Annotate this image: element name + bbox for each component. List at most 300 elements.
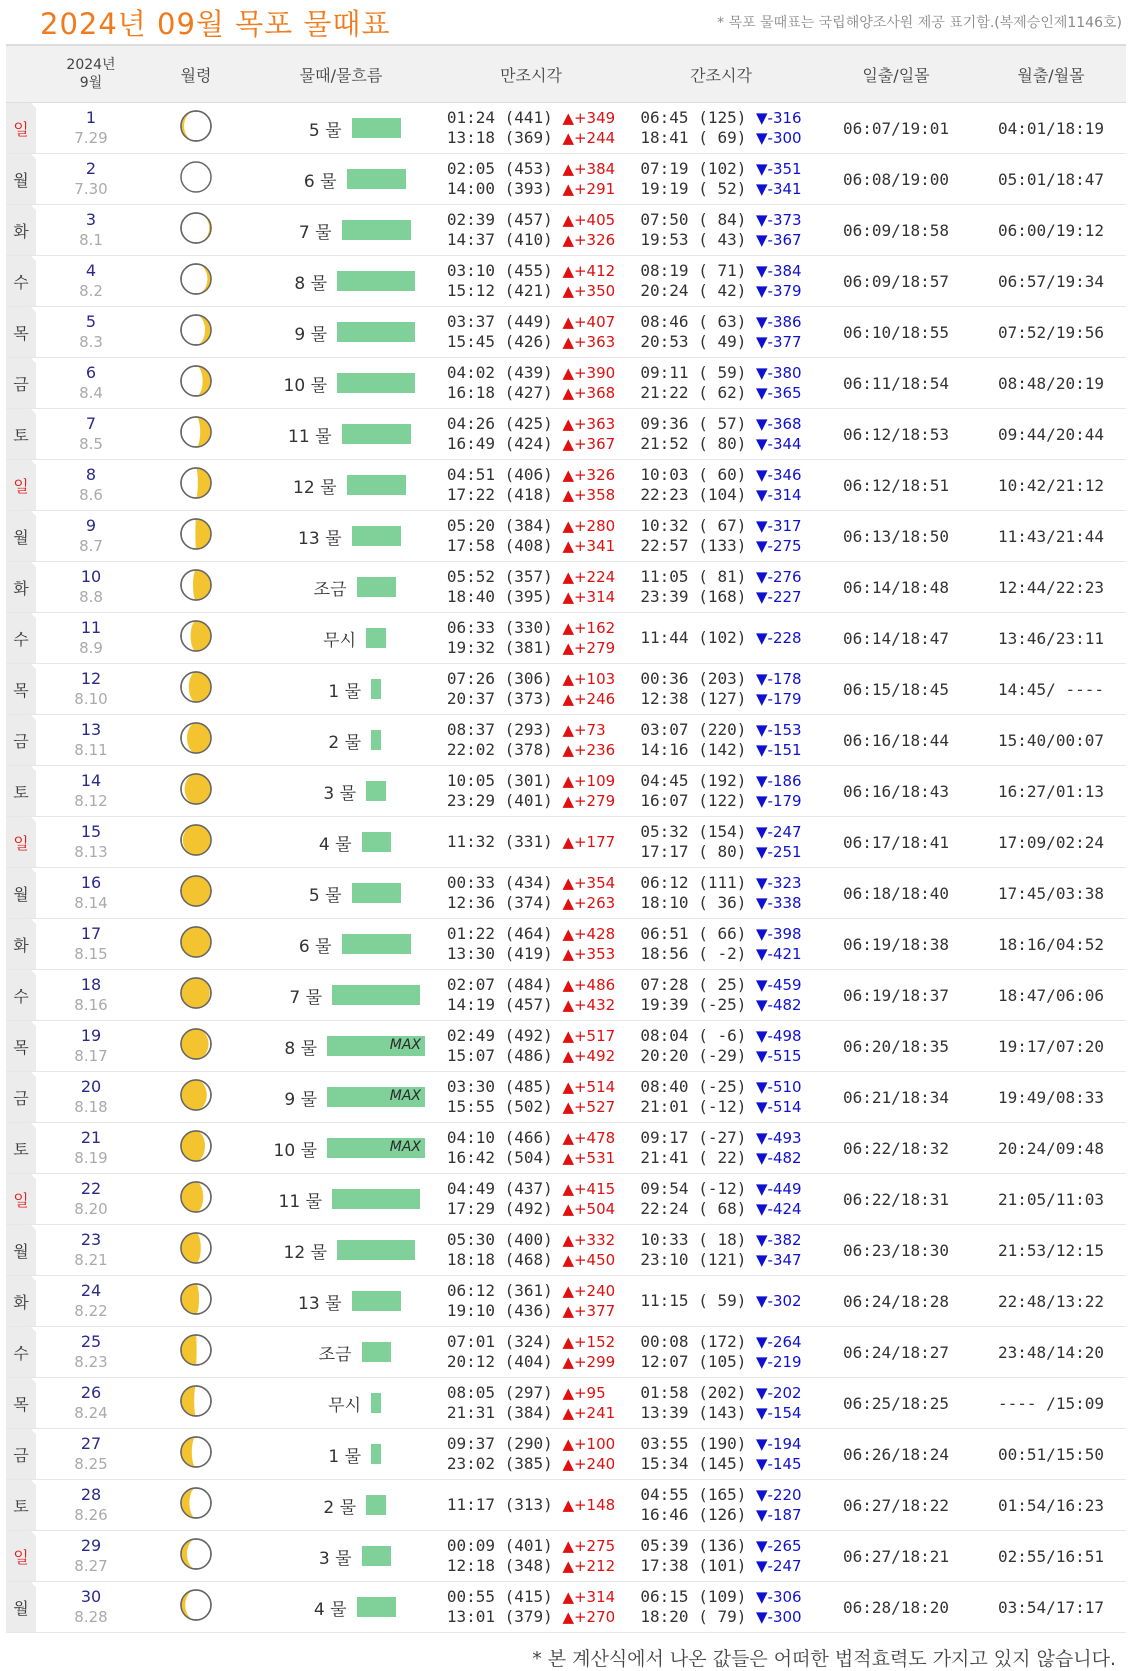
flow-strength-bar [371,1444,381,1464]
tide-flow-cell [246,1276,436,1327]
tide-time: 21:31 (384) [446,1403,553,1422]
tide-fall: ▼-316 [756,109,802,127]
moon-phase-icon [179,1588,213,1622]
tide-time: 18:41 ( 69) [640,128,747,147]
date-cell [36,205,146,256]
tide-time: 20:24 ( 42) [640,281,747,300]
tide-time: 21:52 ( 80) [640,434,747,453]
moon-phase-icon [179,109,213,143]
tide-time: 15:07 (486) [446,1046,553,1065]
tide-time: 06:12 (361) [446,1281,553,1300]
tide-time: 09:11 ( 59) [640,363,747,382]
day-of-week: 금 [6,1072,36,1123]
high-tide-cell [436,715,626,766]
tide-flow-cell [246,511,436,562]
high-tide-cell [436,970,626,1021]
tide-rise: ▲+377 [562,1302,616,1320]
tide-name: 1 물 [328,681,361,702]
tide-flow-cell [246,154,436,205]
tide-time: 04:02 (439) [446,363,553,382]
solar-date: 15 [80,822,102,841]
solar-date: 26 [80,1383,102,1402]
day-of-week: 월 [6,868,36,919]
tide-time: 06:33 (330) [446,618,553,637]
tide-time: 17:38 (101) [640,1556,747,1575]
tide-fall: ▼-179 [756,690,802,708]
date-cell [36,154,146,205]
tide-time: 13:01 (379) [446,1607,553,1626]
tide-time: 11:05 ( 81) [640,567,747,586]
tide-flow-cell [246,103,436,154]
col-high-tide: 만조시각 [436,45,626,103]
flow-strength-bar [357,1597,396,1617]
tide-fall: ▼-323 [756,874,802,892]
tide-time: 08:04 ( -6) [640,1026,747,1045]
tide-rise: ▲+73 [562,721,606,739]
moonrise-moonset: 20:24/09:48 [976,1123,1126,1174]
low-tide-cell [626,1582,816,1633]
tide-rise: ▲+279 [562,639,616,657]
moonrise-moonset: 23:48/14:20 [976,1327,1126,1378]
moon-age-cell [146,205,246,256]
moon-phase-icon [179,1180,213,1214]
tide-time: 22:24 ( 68) [640,1199,747,1218]
day-of-week: 월 [6,154,36,205]
day-of-week: 토 [6,1480,36,1531]
tide-time: 23:10 (121) [640,1250,747,1269]
moonrise-moonset: 19:17/07:20 [976,1021,1126,1072]
tide-fall: ▼-154 [756,1404,802,1422]
date-cell [36,868,146,919]
high-tide-cell [436,1123,626,1174]
moonrise-moonset: 16:27/01:13 [976,766,1126,817]
tide-time: 09:54 (-12) [640,1179,747,1198]
sunrise-sunset: 06:15/18:45 [816,664,976,715]
solar-date: 19 [80,1026,102,1045]
tide-time: 20:12 (404) [446,1352,553,1371]
tide-rise: ▲+280 [562,517,616,535]
tide-fall: ▼-179 [756,792,802,810]
tide-time: 12:18 (348) [446,1556,553,1575]
table-row [6,1123,1126,1174]
moonrise-moonset: 17:45/03:38 [976,868,1126,919]
tide-name: 6 물 [303,171,337,192]
low-tide-cell [626,103,816,154]
tide-rise: ▲+270 [562,1608,616,1626]
tide-rise: ▲+531 [562,1149,616,1167]
col-dow [6,45,36,103]
tide-fall: ▼-186 [756,772,802,790]
table-row [6,919,1126,970]
tide-time: 03:07 (220) [640,720,747,739]
tide-rise: ▲+384 [562,160,616,178]
tide-flow-cell [246,409,436,460]
low-tide-cell [626,664,816,715]
moonrise-moonset: 03:54/17:17 [976,1582,1126,1633]
day-of-week: 수 [6,256,36,307]
tide-time: 18:40 (395) [446,587,553,606]
tide-time: 04:55 (165) [640,1485,747,1504]
tide-time: 04:26 (425) [446,414,553,433]
lunar-date: 8.26 [74,1506,108,1524]
table-row [6,1480,1126,1531]
tide-time: 04:10 (466) [446,1128,553,1147]
col-sunrise-sunset: 일출/일몰 [816,45,976,103]
date-cell [36,511,146,562]
tide-fall: ▼-510 [756,1078,802,1096]
tide-time: 19:32 (381) [446,638,553,657]
tide-time: 07:19 (102) [640,159,747,178]
high-tide-cell [436,154,626,205]
flow-strength-bar [352,118,401,138]
sunrise-sunset: 06:22/18:32 [816,1123,976,1174]
low-tide-cell [626,970,816,1021]
tide-time: 14:19 (457) [446,995,553,1014]
table-row [6,715,1126,766]
moon-age-cell [146,1021,246,1072]
tide-time: 14:16 (142) [640,740,747,759]
sunrise-sunset: 06:27/18:22 [816,1480,976,1531]
moon-age-cell [146,919,246,970]
moon-phase-icon [179,160,213,194]
tide-time: 08:37 (293) [446,720,553,739]
tide-fall: ▼-265 [756,1537,802,1555]
low-tide-cell [626,1531,816,1582]
tide-time: 16:46 (126) [640,1505,747,1524]
tide-time: 01:58 (202) [640,1383,747,1402]
solar-date: 18 [80,975,102,994]
tide-rise: ▲+314 [562,588,616,606]
tide-flow-cell [246,766,436,817]
moon-phase-icon [179,1384,213,1418]
tide-fall: ▼-421 [756,945,802,963]
tide-rise: ▲+314 [562,1588,616,1606]
high-tide-cell [436,1429,626,1480]
table-row [6,970,1126,1021]
tide-flow-cell [246,307,436,358]
moonrise-moonset: 18:16/04:52 [976,919,1126,970]
moon-age-cell [146,511,246,562]
tide-name: 13 물 [298,528,342,549]
moon-phase-icon [179,1078,213,1112]
tide-name: 조금 [318,1344,352,1365]
table-row [6,1378,1126,1429]
tide-rise: ▲+415 [562,1180,616,1198]
tide-time: 15:55 (502) [446,1097,553,1116]
tide-flow-cell [246,460,436,511]
tide-time: 04:49 (437) [446,1179,553,1198]
moon-lit-part [191,621,211,651]
tide-fall: ▼-300 [756,1608,802,1626]
lunar-date: 8.28 [74,1608,108,1626]
tide-rise: ▲+95 [562,1384,606,1402]
sunrise-sunset: 06:26/18:24 [816,1429,976,1480]
low-tide-cell [626,1021,816,1072]
day-of-week: 금 [6,358,36,409]
flow-strength-bar [332,985,420,1005]
solar-date: 13 [80,720,102,739]
low-tide-cell [626,1072,816,1123]
low-tide-cell [626,1429,816,1480]
tide-table [6,44,1126,1633]
tide-time: 12:36 (374) [446,893,553,912]
tide-time: 05:39 (136) [640,1536,747,1555]
tide-time: 14:37 (410) [446,230,553,249]
moon-age-cell [146,1327,246,1378]
moonrise-moonset: 08:48/20:19 [976,358,1126,409]
sunrise-sunset: 06:09/18:57 [816,256,976,307]
tide-time: 17:22 (418) [446,485,553,504]
tide-time: 06:45 (125) [640,108,747,127]
day-of-week: 월 [6,1582,36,1633]
page-header [0,0,1130,44]
solar-date: 5 [85,312,97,331]
lunar-date: 8.7 [79,537,103,555]
moon-age-cell [146,460,246,511]
tide-name: 7 물 [298,222,332,243]
low-tide-cell [626,1174,816,1225]
sunrise-sunset: 06:07/19:01 [816,103,976,154]
low-tide-cell [626,358,816,409]
moon-phase-icon [179,1537,213,1571]
day-of-week: 목 [6,1021,36,1072]
tide-name: 11 물 [278,1191,322,1212]
tide-flow-cell [246,715,436,766]
moon-age-cell [146,1429,246,1480]
tide-time: 18:56 ( -2) [640,944,747,963]
tide-rise: ▲+527 [562,1098,616,1116]
tide-time: 20:53 ( 49) [640,332,747,351]
moonrise-moonset: 02:55/16:51 [976,1531,1126,1582]
day-of-week: 토 [6,409,36,460]
tide-rise: ▲+236 [562,741,616,759]
tide-fall: ▼-459 [756,976,802,994]
tide-time: 05:30 (400) [446,1230,553,1249]
flow-strength-bar [371,1393,381,1413]
tide-time: 11:32 (331) [446,832,553,851]
tide-rise: ▲+299 [562,1353,616,1371]
tide-flow-cell [246,1378,436,1429]
tide-time: 00:55 (415) [446,1587,553,1606]
tide-time: 03:10 (455) [446,261,553,280]
tide-flow-cell [246,1480,436,1531]
high-tide-cell [436,103,626,154]
tide-fall: ▼-178 [756,670,802,688]
lunar-date: 8.27 [74,1557,108,1575]
table-row [6,256,1126,307]
table-row [6,1582,1126,1633]
tide-flow-cell [246,1123,436,1174]
tide-name: 8 물 [284,1038,317,1059]
tide-time: 08:46 ( 63) [640,312,747,331]
flow-strength-bar [362,1342,391,1362]
tide-rise: ▲+514 [562,1078,616,1096]
tide-time: 16:07 (122) [640,791,747,810]
flow-strength-bar [352,1291,401,1311]
high-tide-cell [436,1582,626,1633]
date-cell [36,358,146,409]
date-cell [36,307,146,358]
tide-rise: ▲+504 [562,1200,616,1218]
day-of-week: 목 [6,1378,36,1429]
disclaimer: * 본 계산식에서 나온 값들은 어떠한 법적효력도 가지고 있지 않습니다. [532,1648,1116,1670]
moonrise-moonset: 11:43/21:44 [976,511,1126,562]
sunrise-sunset: 06:08/19:00 [816,154,976,205]
moon-age-cell [146,1378,246,1429]
tide-time: 02:49 (492) [446,1026,553,1045]
solar-date: 12 [80,669,102,688]
col-moon-age: 월령 [146,45,246,103]
solar-date: 25 [80,1332,102,1351]
moon-age-cell [146,715,246,766]
moonrise-moonset: 09:44/20:44 [976,409,1126,460]
day-of-week: 목 [6,307,36,358]
tide-rise: ▲+349 [562,109,616,127]
tide-time: 07:28 ( 25) [640,975,747,994]
tide-rise: ▲+177 [562,833,616,851]
tide-time: 21:41 ( 22) [640,1148,747,1167]
date-cell [36,562,146,613]
tide-time: 00:08 (172) [640,1332,747,1351]
lunar-date: 8.18 [74,1098,108,1116]
day-of-week: 화 [6,562,36,613]
tide-flow-cell [246,919,436,970]
moon-age-cell [146,1531,246,1582]
sunrise-sunset: 06:14/18:47 [816,613,976,664]
flow-strength-bar [352,526,401,546]
moon-phase-icon [179,619,213,653]
moonrise-moonset: 04:01/18:19 [976,103,1126,154]
tide-time: 23:39 (168) [640,587,747,606]
sunrise-sunset: 06:22/18:31 [816,1174,976,1225]
tide-fall: ▼-220 [756,1486,802,1504]
lunar-date: 8.20 [74,1200,108,1218]
date-cell [36,1582,146,1633]
day-of-week: 화 [6,919,36,970]
moon-phase-icon [179,823,213,857]
tide-flow-cell [246,1582,436,1633]
tide-rise: ▲+279 [562,792,616,810]
day-of-week: 일 [6,1531,36,1582]
lunar-date: 8.2 [79,282,103,300]
table-row [6,664,1126,715]
tide-fall: ▼-276 [756,568,802,586]
lunar-date: 8.6 [79,486,103,504]
solar-date: 30 [80,1587,102,1606]
tide-fall: ▼-194 [756,1435,802,1453]
tide-fall: ▼-306 [756,1588,802,1606]
high-tide-cell [436,919,626,970]
moonrise-moonset: 13:46/23:11 [976,613,1126,664]
date-cell [36,715,146,766]
date-cell [36,1480,146,1531]
tide-time: 01:24 (441) [446,108,553,127]
table-row [6,358,1126,409]
solar-date: 23 [80,1230,102,1249]
tide-name: 10 물 [273,1140,317,1161]
tide-rise: ▲+100 [562,1435,616,1453]
table-row [6,766,1126,817]
tide-fall: ▼-187 [756,1506,802,1524]
lunar-date: 8.17 [74,1047,108,1065]
sunrise-sunset: 06:12/18:53 [816,409,976,460]
tide-time: 09:36 ( 57) [640,414,747,433]
solar-date: 21 [80,1128,102,1147]
tide-time: 03:55 (190) [640,1434,747,1453]
tide-rise: ▲+103 [562,670,616,688]
sunrise-sunset: 06:09/18:58 [816,205,976,256]
table-row [6,817,1126,868]
tide-rise: ▲+224 [562,568,616,586]
flow-strength-bar [342,220,411,240]
moon-phase-icon [179,925,213,959]
tide-fall: ▼-302 [756,1292,802,1310]
tide-rise: ▲+478 [562,1129,616,1147]
tide-name: 6 물 [298,936,332,957]
moon-phase-icon [179,976,213,1010]
sunrise-sunset: 06:12/18:51 [816,460,976,511]
moon-lit-part [181,1386,196,1416]
tide-name: 4 물 [318,834,352,855]
flow-strength-bar [362,1546,391,1566]
lunar-date: 8.4 [79,384,103,402]
moon-phase-icon [179,721,213,755]
low-tide-cell [626,919,816,970]
tide-rise: ▲+275 [562,1537,616,1555]
tide-fall: ▼-482 [756,1149,802,1167]
moon-phase-icon [179,1231,213,1265]
moon-age-cell [146,766,246,817]
day-of-week: 금 [6,1429,36,1480]
date-cell [36,919,146,970]
tide-fall: ▼-219 [756,1353,802,1371]
tide-fall: ▼-314 [756,486,802,504]
low-tide-cell [626,613,816,664]
tide-rise: ▲+291 [562,180,616,198]
tide-time: 03:30 (485) [446,1077,553,1096]
moon-phase-icon [179,211,213,245]
tide-time: 20:37 (373) [446,689,553,708]
high-tide-cell [436,868,626,919]
tide-flow-cell [246,817,436,868]
high-tide-cell [436,1021,626,1072]
lunar-date: 8.10 [74,690,108,708]
sunrise-sunset: 06:28/18:20 [816,1582,976,1633]
moon-phase-icon [179,1027,213,1061]
tide-fall: ▼-424 [756,1200,802,1218]
lunar-date: 8.11 [74,741,108,759]
moonrise-moonset: 06:57/19:34 [976,256,1126,307]
lunar-date: 8.22 [74,1302,108,1320]
tide-rise: ▲+152 [562,1333,616,1351]
tide-time: 10:03 ( 60) [640,465,747,484]
tide-fall: ▼-346 [756,466,802,484]
moon-age-cell [146,868,246,919]
tide-rise: ▲+428 [562,925,616,943]
tide-time: 12:38 (127) [640,689,747,708]
tide-name: 9 물 [294,324,327,345]
table-row [6,1429,1126,1480]
moon-phase-icon [179,874,213,908]
solar-date: 24 [80,1281,102,1300]
moon-lit-part [181,1233,201,1263]
moonrise-moonset: 18:47/06:06 [976,970,1126,1021]
moonrise-moonset: 12:44/22:23 [976,562,1126,613]
moon-age-cell [146,613,246,664]
tide-rise: ▲+162 [562,619,616,637]
tide-rise: ▲+246 [562,690,616,708]
low-tide-cell [626,817,816,868]
